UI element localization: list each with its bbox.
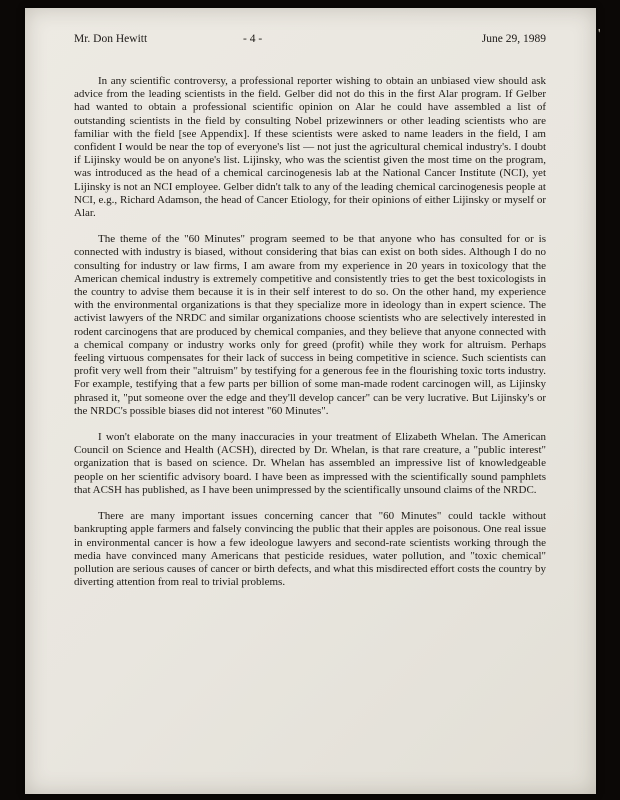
- body-paragraph-1: In any scientific controversy, a professional reporter wishing to obtain an unbiased view should ask advice from the leading scientists in the field. Gelber did not do this in the first Alar program. If Gelber had wanted to obtain a professional scientific opinion on Alar he could have assembled a list of outstanding scientists in the field by consulting Nobel prizewinners or other leading scientists who are familiar with the field [see Appendix]. If these scientists were asked to name leaders in the field, I am confident I would be near the top of everyone's list — not just the agricultural chemical industry's. I doubt if Lijinsky would be on anyone's list. Lijinsky, who was the scientist given the most time on the program, was introduced as the head of a chemical carcinogenesis lab at the National Cancer Institute (NCI), yet Lijinsky is not an NCI employee. Gelber didn't talk to any of the leading chemical carcinogenesis people at NCI, e.g., Richard Adamson, the head of Cancer Etiology, for their opinions of either Lijinsky or myself or Alar.: [74, 75, 546, 220]
- letter-body: [74, 75, 546, 589]
- scan-artifact-mark: ': [598, 27, 601, 42]
- header-recipient: Mr. Don Hewitt: [74, 33, 148, 45]
- body-paragraph-2: The theme of the "60 Minutes" program seemed to be that anyone who has consulted for or is connected with industry is biased, without considering that bias can exist on both sides. Although I do no consulting for industry or law firms, I am aware from my experience in 20 years in toxicology that the American chemical industry is extremely competitive and consistently tries to get the best toxicologists in the country to advise them because it is in their self interest to do so. On the other hand, my experience with the environmental organizations is that they specialize more in ideology than in expert science. The activist lawyers of the NRDC and similar organizations choose scientists who are selectively interested in rodent carcinogens that are produced by chemical companies, and they believe that anyone connected with a chemical company or industry works only for greed (profit) while they work for altruism. Perhaps feeling virtuous compensates for their lack of success in being competitive in science. Such scientists can profit very well from their "altruism" by testifying for a generous fee in the flourishing toxic torts industry. For example, testifying that a few parts per billion of some man-made rodent carcinogen will, as Lijinsky phrased it, "put someone over the edge and they'll develop cancer" can be very lucrative. But Lijinsky's or the NRDC's possible biases did not interest "60 Minutes".: [74, 233, 546, 417]
- letter-page-content: [25, 8, 596, 589]
- letter-page: [25, 8, 596, 794]
- header-date: June 29, 1989: [481, 33, 546, 45]
- body-paragraph-3: I won't elaborate on the many inaccuracies in your treatment of Elizabeth Whelan. The American Council on Science and Health (ACSH), directed by Dr. Whelan, is that rare creature, a "public interest" organization that is based on science. Dr. Whelan has assembled an impressive list of knowledgeable people on her scientific advisory board. I have been as impressed with the scientifically sound pamphlets that ACSH has published, as I have been unimpressed by the scientifically unsound claims of the NRDC.: [74, 431, 546, 496]
- header-page-number: - 4 -: [243, 33, 263, 45]
- body-paragraph-4: There are many important issues concerning cancer that "60 Minutes" could tackle without bankrupting apple farmers and falsely convincing the public that their apples are poisonous. One real issue in environmental cancer is how a few ideologue lawyers and second-rate scientists working through the media have convinced many Americans that pesticide residues, water pollution, and "toxic chemical" pollution are serious causes of cancer or birth defects, and what this misdirected effort costs the country by diverting attention from real to trivial problems.: [74, 510, 546, 589]
- letter-header: [74, 32, 546, 48]
